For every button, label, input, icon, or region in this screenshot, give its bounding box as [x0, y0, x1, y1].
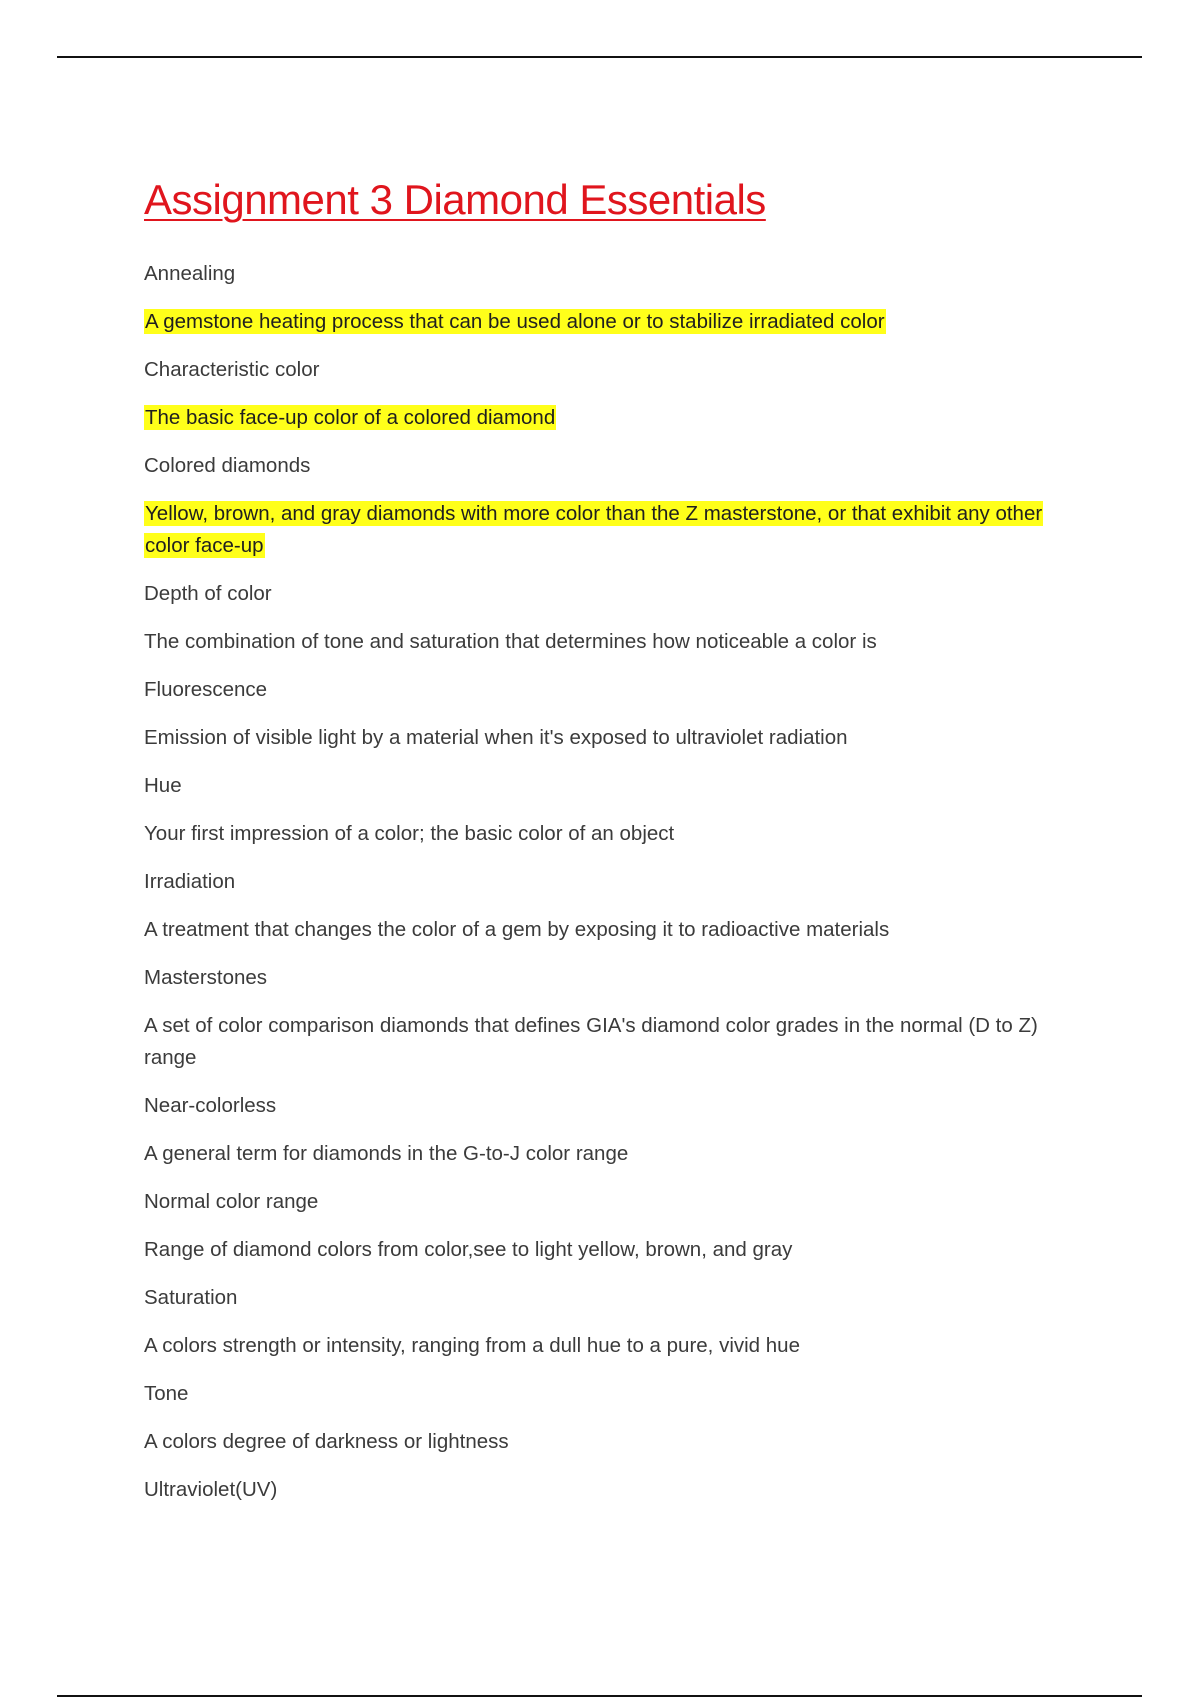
glossary-entry — [144, 866, 1044, 946]
glossary-definition — [144, 626, 1044, 658]
glossary-definition — [144, 722, 1044, 754]
highlighted-definition-text: A gemstone heating process that can be used alone or to stabilize irradiated color — [145, 310, 885, 333]
top-rule — [57, 56, 1142, 58]
glossary-term: Normal color range — [144, 1190, 319, 1213]
glossary-term: Depth of color — [144, 582, 272, 605]
glossary-definition — [144, 818, 1044, 850]
glossary-entry — [144, 1282, 1044, 1362]
highlighted-definition-text: Yellow, brown, and gray diamonds with more color than the Z masterstone, or that exhibit any other color face-up — [145, 502, 1043, 557]
definition-text: Emission of visible light by a material when it's exposed to ultraviolet radiation — [144, 726, 848, 749]
highlighted-definition-text: The basic face-up color of a colored diamond — [145, 406, 556, 429]
glossary-term: Saturation — [144, 1286, 238, 1309]
glossary-entry — [144, 962, 1044, 1074]
glossary-entry — [144, 1090, 1044, 1170]
glossary-definition — [144, 1010, 1044, 1074]
glossary-definition — [144, 306, 1044, 338]
glossary-term: Near-colorless — [144, 1094, 277, 1117]
glossary-definition — [144, 1138, 1044, 1170]
glossary-term: Fluorescence — [144, 678, 268, 701]
bottom-rule — [57, 1695, 1142, 1697]
glossary-entry — [144, 674, 1044, 754]
glossary-term: Irradiation — [144, 870, 236, 893]
glossary-term: Colored diamonds — [144, 454, 311, 477]
glossary-entry — [144, 1186, 1044, 1266]
definition-text: A treatment that changes the color of a gem by exposing it to radioactive materials — [144, 918, 890, 941]
glossary-entry — [144, 1378, 1044, 1458]
glossary-term: Characteristic color — [144, 358, 320, 381]
document-body — [144, 172, 1044, 1522]
definition-text: Your first impression of a color; the basic color of an object — [144, 822, 675, 845]
definition-text: A colors degree of darkness or lightness — [144, 1430, 509, 1453]
glossary-entry — [144, 450, 1044, 562]
glossary-term: Tone — [144, 1382, 189, 1405]
glossary-definition — [144, 1234, 1044, 1266]
glossary-entry — [144, 258, 1044, 338]
definition-text: A general term for diamonds in the G-to-J color range — [144, 1142, 629, 1165]
glossary-entry — [144, 1474, 1044, 1506]
glossary-definition — [144, 1426, 1044, 1458]
glossary-term: Annealing — [144, 262, 236, 285]
definition-text: Range of diamond colors from color,see to light yellow, brown, and gray — [144, 1238, 793, 1261]
definition-text: The combination of tone and saturation that determines how noticeable a color is — [144, 630, 877, 653]
glossary-term: Ultraviolet(UV) — [144, 1478, 278, 1501]
definition-text: A set of color comparison diamonds that defines GIA's diamond color grades in the normal (D to Z) range — [144, 1014, 1038, 1069]
glossary-definition — [144, 402, 1044, 434]
glossary-entry — [144, 354, 1044, 434]
glossary-definition — [144, 1330, 1044, 1362]
glossary-entry — [144, 770, 1044, 850]
glossary-definition — [144, 498, 1044, 562]
document-title: Assignment 3 Diamond Essentials — [144, 176, 766, 223]
glossary-term: Masterstones — [144, 966, 268, 989]
definition-text: A colors strength or intensity, ranging from a dull hue to a pure, vivid hue — [144, 1334, 800, 1357]
glossary-list — [144, 258, 1044, 1506]
glossary-term: Hue — [144, 774, 182, 797]
glossary-entry — [144, 578, 1044, 658]
glossary-definition — [144, 914, 1044, 946]
